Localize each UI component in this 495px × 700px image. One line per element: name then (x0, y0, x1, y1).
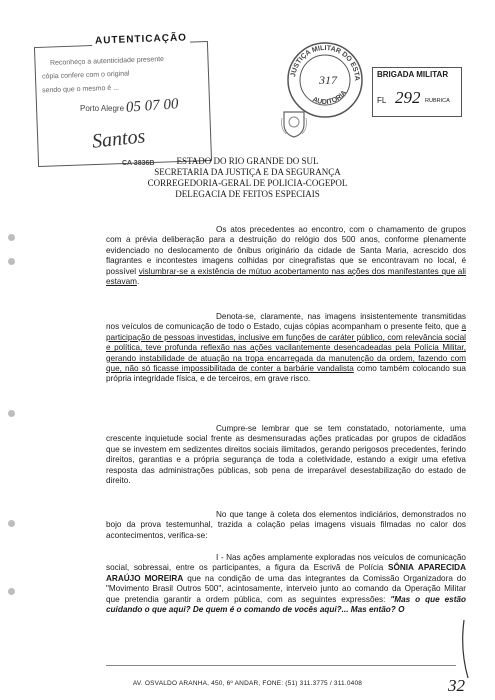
item-number: I - (216, 553, 224, 562)
bottom-rule (106, 665, 456, 666)
p3-text: Cumpre-se lembrar que se tem constatado, notoriamente, uma crescente inquietude social frente as desmensuradas ações praticadas por grupos de cidadãos que se investem em sedizentes direitos sociais ilimitados, gerando perigosos precedentes, ferindo direitos, garantias e a própria segurança de toda a coletividade, estando a exigir uma efetiva resposta das administrações públicas, sob pena de irreparável desestabilização do estado de direito. (106, 424, 466, 486)
header-line: SECRETARIA DA JUSTIÇA E DA SEGURANÇA (154, 167, 341, 177)
header-line: CORREGEDORIA-GERAL DE POLICIA-COGEPOL (147, 178, 348, 188)
margin-mark (458, 620, 478, 680)
punch-hole (8, 258, 15, 265)
stamp-date: 05 07 00 (125, 96, 179, 116)
person-name: SÔNIA APARECIDA ARAÚJO MOREIRA (106, 563, 466, 583)
svg-text:JUSTIÇA MILITAR DO ESTADO: JUSTIÇA MILITAR DO ESTA (290, 44, 361, 82)
p2-underlined: a participação de pessoas investidas, inclusive em funções de caráter público, com relevância social e política, teve profunda reflexão nas ações vacilantemente desencadeadas pela Polícia Militar, gerando instabilidade de atuação na tropa encarregada da manutenção da ordem, fazendo com que, não só ficasse impossibilitada de conter a barbárie vandalista (106, 322, 466, 374)
punch-hole (8, 234, 15, 241)
p4-text: No que tange à coleta dos elementos indiciários, demonstrados no bojo da prova testemunhal, trazida a colação pelas imagens visuais filmadas no calor dos acontecimentos, verifica-se: (106, 510, 466, 540)
coat-of-arms-icon (280, 108, 308, 138)
paragraph-2 (106, 312, 466, 385)
paragraph-3 (106, 424, 466, 486)
p1-underlined: vislumbrar-se a existência de mútuo acobertamento nas ações dos manifestantes que ali estavam (106, 266, 467, 287)
stamp-line: sendo que o mesmo é ... (41, 84, 120, 95)
p2-end: como também colocando sua própria integridade física, e de terceiros, em grave risco. (106, 364, 466, 384)
stamp-city: Porto Alegre (80, 104, 125, 113)
stamp-title: AUTENTICAÇÃO (92, 32, 190, 46)
svg-text:317: 317 (319, 73, 337, 87)
header-line: DELEGACIA DE FEITOS ESPECIAIS (175, 189, 320, 199)
footer-address: AV. OSVALDO ARANHA, 450, 6º ANDAR, FONE: (51) 311.3775 / 311.0408 (132, 680, 363, 687)
paragraph-5 (106, 553, 466, 615)
stamp-code: CA 3836B (122, 160, 155, 167)
brigada-title: BRIGADA MILITAR (377, 70, 449, 79)
paragraph-4 (106, 510, 466, 541)
document-header (0, 156, 495, 200)
paragraph-1 (106, 225, 466, 287)
p5-quote: "Mas o que estão cuidando o que aqui? De quem é o comando de vocês aqui?... Mas então? O (106, 594, 466, 615)
header-line: ESTADO DO RIO GRANDE DO SUL (176, 156, 319, 166)
p2-text: Denota-se, claramente, nas imagens insistentemente transmitidas nos veículos de comunicação de todo o Estado, cujas cópias acompanham o presente feito, que (106, 312, 466, 332)
fl-label: FL (377, 96, 387, 105)
punch-hole (8, 520, 15, 527)
rubrica-label: RUBRICA (425, 98, 450, 104)
p1-end: . (136, 277, 140, 287)
fl-number: 292 (395, 88, 421, 107)
svg-text:AUDITORIA: AUDITORIA (311, 89, 349, 107)
brigada-militar-box (372, 67, 462, 117)
stamp-line: cópia confere com o original (41, 70, 130, 81)
p1-text: Os atos precedentes ao encontro, com o chamamento de grupos com a prévia deliberação para a destruição do relógio dos 500 anos, conforme plenamente evidenciado no deslocamento de ônibus originário da cidade de Santa Maria, acrescido dos flagrantes e incontestes imagens colhidas por cinegrafistas que se encontravam no local, é possível (106, 225, 466, 276)
p5-text: Nas ações amplamente exploradas nos veículos de comunicação social, sobressai, entre os participantes, a figura da Escrivã de Polícia (106, 553, 466, 573)
page-number: 32 (448, 676, 465, 695)
punch-hole (8, 588, 15, 595)
punch-hole (8, 410, 15, 417)
stamp-signature: Santos (90, 125, 147, 153)
stamp-line: Reconheço a autenticidade presente (49, 56, 165, 67)
p5-text-cont: que na condição de uma das integrantes da Comissão Organizadora do "Movimento Brasil Outros 500", acintosamente, interveio junto ao comando da Operação Militar que pretendia garantir a ordem pública, com as seguintes expressões: (106, 573, 467, 604)
authentication-stamp (30, 32, 215, 172)
